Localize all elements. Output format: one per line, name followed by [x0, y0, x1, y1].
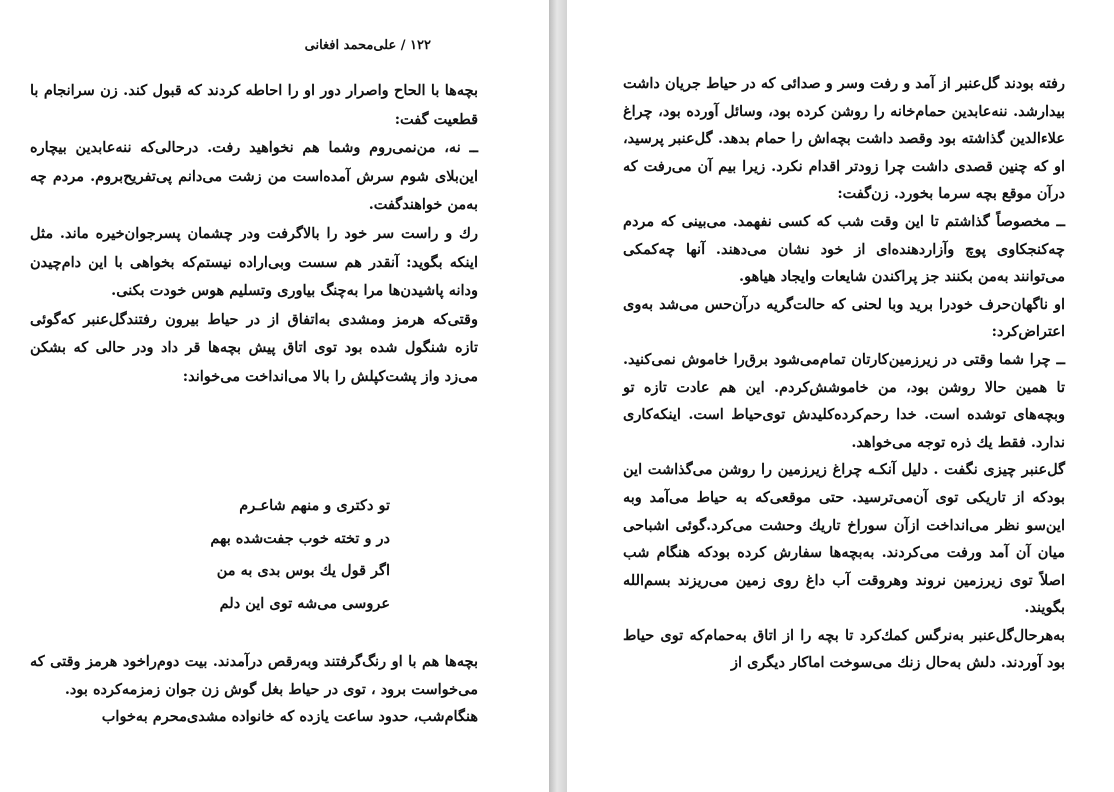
left-text-bottom [30, 648, 478, 731]
paragraph: ــ چرا شما وقتی در زیرزمین‌کارتان تمام‌می‌شود برق‌را خاموش نمی‌کنید. تا همین حالا روشن بود، من خاموشش‌کردم. این هم عادت تازه تو وبچه‌های توشده است. خدا رحم‌کرده‌کلیدش توی‌حیاط است. اینکه‌کاری ندارد. فقط یك ذره توجه می‌خواهد. [623, 350, 1065, 451]
left-page [0, 0, 549, 792]
paragraph: او ناگهان‌حرف خودرا برید وبا لحنی که حالت‌گریه درآن‌حس می‌شد به‌وی اعتراض‌کرد: [623, 295, 1065, 341]
paragraph: رك و راست سر خود را بالاگرفت ودر چشمان پسرجوان‌خیره ماند. مثل اینکه بگوید: آنقدر هم سست وبی‌اراده نیستم‌که بخواهی با این دام‌چیدن ودانه پاشیدن‌ها مرا به‌چنگ بیاوری وتسلیم هوس خودت بکنی. [30, 224, 478, 300]
paragraph: ــ نه، من‌نمی‌روم وشما هم نخواهید رفت. درحالی‌که ننه‌عابدین بیچاره این‌بلای شوم سرش آمده‌است من زشت می‌دانم پی‌تفریح‌بروم. مردم چه به‌من خواهندگفت. [30, 139, 478, 214]
verse-line: اگر قول یك بوس بدی به من [216, 562, 390, 579]
paragraph: گل‌عنبر چیزی نگفت . دلیل آنکـه چراغ زیرزمین را روشن می‌گذاشت این بودکه از تاریکی توی آن‌می‌ترسید. حتی موقعی‌که به حیاط می‌آمد وبه این‌سو نظر می‌انداخت ازآن سوراخ تاریك وحشت می‌کرد.گوئی اشباحی میان آن آمد ورفت می‌کردند. به‌بچه‌ها سفارش کرده بودکه هنگام شب اصلاً توی زیرزمین نروند وهروقت آب داغ روی زمین می‌ریزند بسم‌الله بگویند. [623, 461, 1065, 617]
poem-verse [150, 490, 390, 620]
paragraph: رفته بودند گل‌عنبر از آمد و رفت وسر و صدائی که در حیاط جریان داشت بیدارشد. ننه‌عابدین حمام‌خانه را روشن کرده بود، وسائل آورده بود، چراغ علاءالدین گذاشته بود وقصد داشت بچه‌اش را حمام بدهد. گل‌عنبر پرسید، او که چنین قصدی داشت چرا زودتر اقدام نکرد. زیرا بیم آن می‌رفت که درآن موقع بچه سرما بخورد. زن‌گفت: [623, 75, 1065, 203]
paragraph: به‌هرحال‌گل‌عنبر به‌نرگس کمك‌کرد تا بچه را از اتاق به‌حمام‌که توی حیاط بود آوردند. دلش به‌حال زنك می‌سوخت اماکار دیگری از [623, 626, 1065, 672]
verse-line: تو دکتری و منهم شاعـرم [239, 497, 390, 514]
paragraph: وقتی‌که هرمز ومشدی به‌اتفاق از در حیاط بیرون رفتندگل‌عنبر که‌گوئی تازه شنگول شده بود توی اتاق پیش بچه‌ها قر داد ودر حالی که بشکن می‌زد واز پشت‌کپلش را بالا می‌انداخت می‌خواند: [30, 310, 478, 385]
verse-line: عروسی می‌شه توی این دلم [219, 594, 390, 612]
paragraph: بچه‌ها هم با او رنگ‌گرفتند وبه‌رقص درآمدند. بیت دوم‌راخود هرمز وقتی که می‌خواست برود ، توی در حیاط بغل گوش زن جوان زمزمه‌کرده بود. [30, 653, 478, 698]
paragraph: ــ مخصوصاً گذاشتم تا این وقت شب که کسی نفهمد. می‌بینی که مردم چه‌کنجکاوی پوچ وآزاردهنده‌ای از خود نشان می‌دهند. آنها چه‌کمکی می‌توانند به‌من بکنند جز پراکندن شایعات وایجاد هیاهو. [623, 212, 1065, 286]
right-page [567, 0, 1114, 792]
paragraph: هنگام‌شب، حدود ساعت یازده که خانواده مشدی‌محرم به‌خواب [101, 708, 478, 725]
verse-line: در و تخته خوب جفت‌شده بهم [210, 529, 390, 547]
running-head: ۱۲۲ / علی‌محمد افغانی [304, 38, 431, 53]
book-gutter [549, 0, 567, 792]
right-text [623, 70, 1065, 677]
paragraph: بچه‌ها با الحاح واصرار دور او را احاطه کردند که قبول کند. زن سرانجام با قطعیت گفت: [30, 82, 478, 128]
left-text-top [30, 77, 478, 392]
